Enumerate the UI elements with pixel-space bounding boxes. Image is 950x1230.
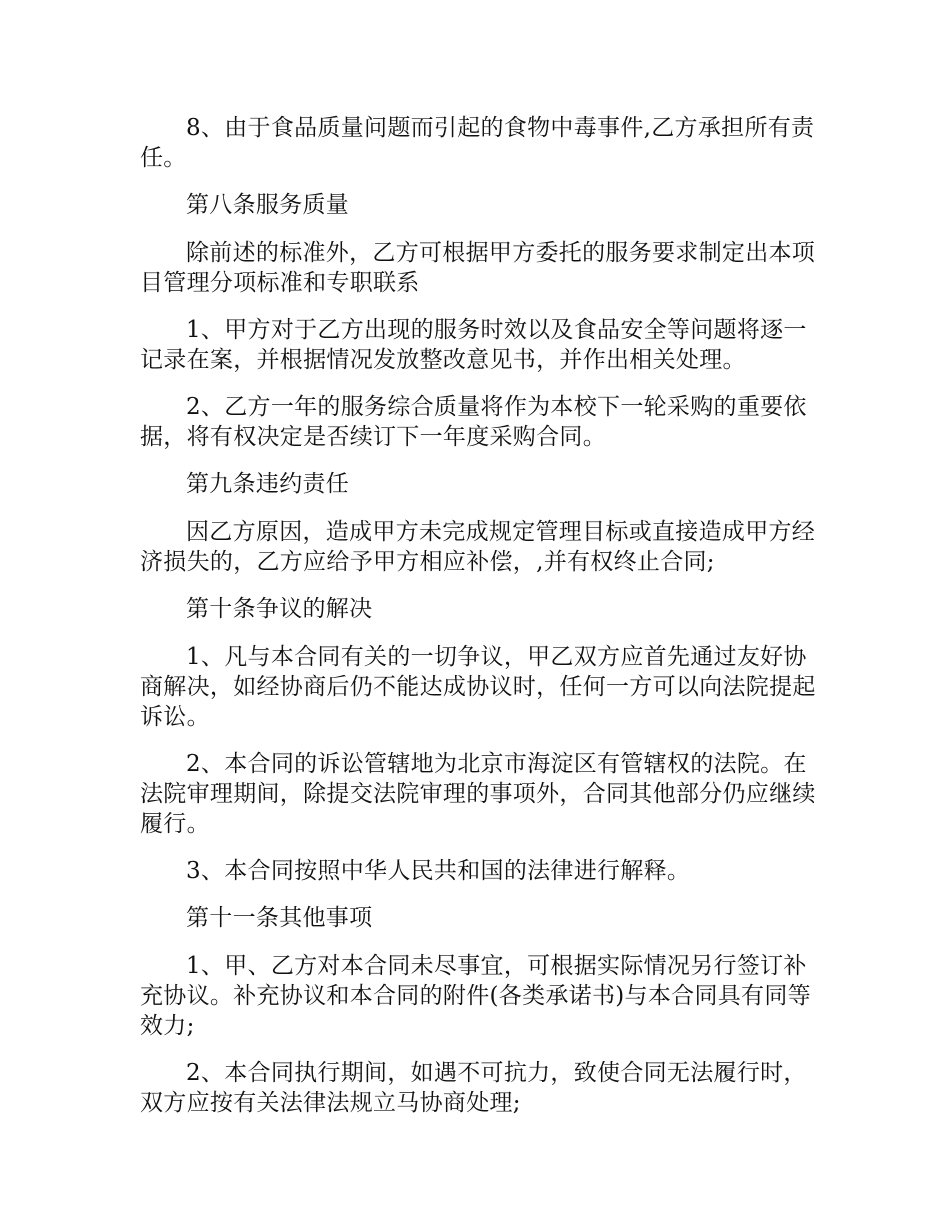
- paragraph-service-standards: 除前述的标准外，乙方可根据甲方委托的服务要求制定出本项目管理分项标准和专职联系: [140, 240, 816, 296]
- document-body: [140, 113, 830, 1135]
- paragraph-annual-quality-basis: 2、乙方一年的服务综合质量将作为本校下一轮采购的重要依据，将有权决定是否续订下一年度采购合同。: [140, 394, 807, 450]
- heading-article-11-other: 第十一条其他事项: [186, 905, 373, 931]
- heading-article-9-breach: 第九条违约责任: [186, 471, 350, 497]
- paragraph-jurisdiction: 2、本合同的诉讼管辖地为北京市海淀区有管辖权的法院。在法院审理期间，除提交法院审理的事项外，合同其他部分仍应继续履行。: [140, 751, 816, 837]
- paragraph-force-majeure: 2、本合同执行期间，如遇不可抗力，致使合同无法履行时，双方应按有关法律法规立马协商处理;: [140, 1060, 807, 1116]
- heading-article-10-disputes: 第十条争议的解决: [186, 596, 373, 622]
- paragraph-quality-records: 1、甲方对于乙方出现的服务时效以及食品安全等问题将逐一记录在案，并根据情况发放整改意见书，并作出相关处理。: [140, 317, 807, 373]
- paragraph-dispute-negotiation: 1、凡与本合同有关的一切争议，甲乙双方应首先通过友好协商解决，如经协商后仍不能达成协议时，任何一方可以向法院提起诉讼。: [140, 644, 816, 730]
- paragraph-governing-law: 3、本合同按照中华人民共和国的法律进行解释。: [186, 858, 691, 884]
- paragraph-food-poisoning-liability: 8、由于食品质量问题而引起的食物中毒事件,乙方承担所有责任。: [140, 115, 815, 171]
- paragraph-breach-compensation: 因乙方原因，造成甲方未完成规定管理目标或直接造成甲方经济损失的，乙方应给予甲方相应补偿，,并有权终止合同;: [140, 519, 816, 575]
- paragraph-supplementary-agreement: 1、甲、乙方对本合同未尽事宜，可根据实际情况另行签订补充协议。补充协议和本合同的附件(各类承诺书)与本合同具有同等效力;: [140, 953, 811, 1039]
- heading-article-8-service-quality: 第八条服务质量: [186, 192, 350, 218]
